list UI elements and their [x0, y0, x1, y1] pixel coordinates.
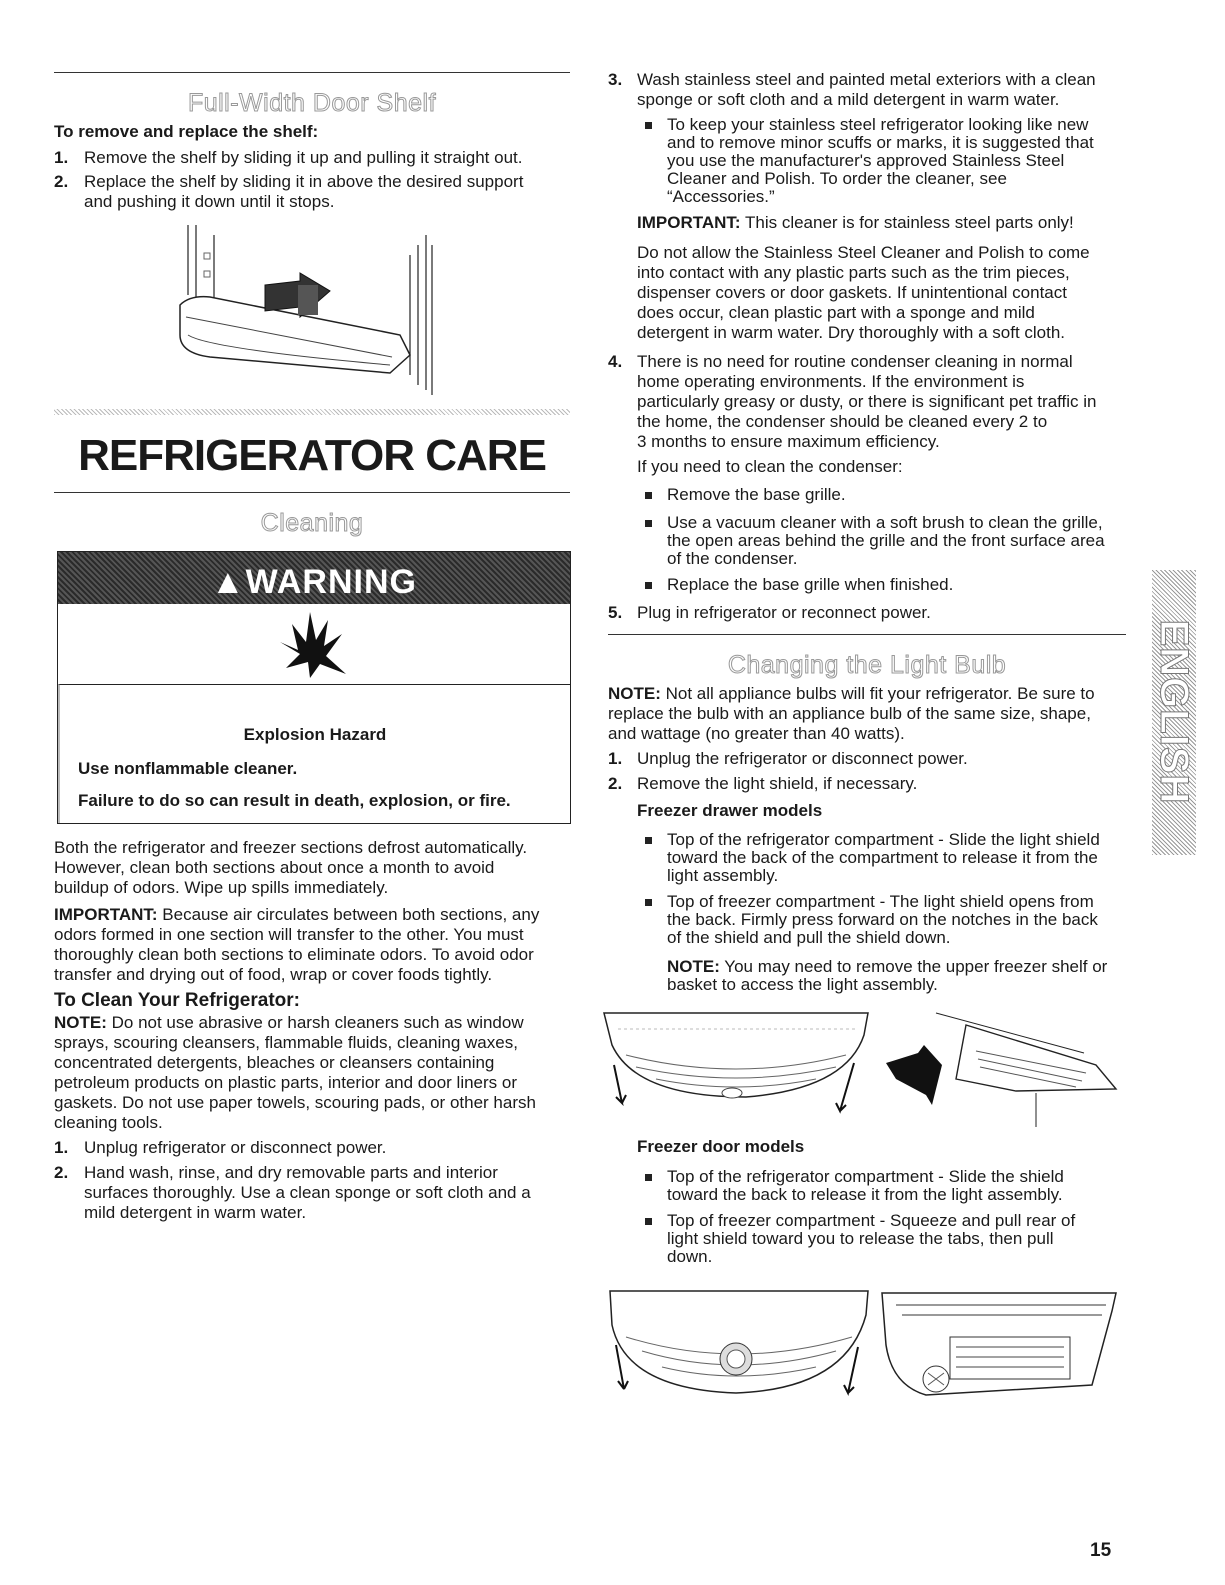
cleaning-step-number: 2. — [54, 1163, 69, 1182]
cleaning-step-text: Unplug refrigerator or disconnect power. — [84, 1138, 387, 1157]
bulb-note: replace the bulb with an appliance bulb of the same size, shape, — [608, 704, 1091, 723]
note-text: Not all appliance bulbs will fit your refrigerator. Be sure to — [660, 684, 1095, 703]
drawer-note: basket to access the light assembly. — [667, 975, 938, 994]
drawer-bullet: of the shield and pull the shield down. — [667, 928, 951, 947]
important-text: This cleaner is for stainless steel parts only! — [740, 213, 1074, 232]
cleaning-step-text: Hand wash, rinse, and dry removable parts and interior — [84, 1163, 498, 1182]
defrost-paragraph: buildup of odors. Wipe up spills immediately. — [54, 878, 389, 897]
drawer-bullet: light assembly. — [667, 866, 779, 885]
stainless-bullet-text: Cleaner and Polish. To order the cleaner, see — [667, 169, 1007, 188]
language-tab-label: ENGLISH — [1152, 619, 1196, 805]
warning-box — [57, 551, 571, 824]
light-shield-door-illustration — [596, 1285, 1126, 1415]
important-paragraph — [54, 905, 539, 925]
stainless-paragraph: detergent in warm water. Dry thoroughly with a soft cloth. — [637, 323, 1066, 342]
note-paragraph — [54, 1013, 524, 1033]
note-label: NOTE: — [608, 684, 661, 703]
condenser-bullet: the open areas behind the grille and the front surface area — [667, 531, 1105, 550]
step-4-text: There is no need for routine condenser cleaning in normal — [637, 352, 1073, 371]
bullet-square — [645, 899, 652, 906]
warning-banner — [58, 552, 570, 604]
condenser-bullet: Remove the base grille. — [667, 485, 846, 504]
step-4-text: 3 months to ensure maximum efficiency. — [637, 432, 940, 451]
bulb-note: and wattage (no greater than 40 watts). — [608, 724, 905, 743]
note-label: NOTE: — [54, 1013, 107, 1032]
warning-line-1: Use nonflammable cleaner. — [78, 759, 298, 778]
step-4-text: home operating environments. If the environment is — [637, 372, 1025, 391]
door-shelf-illustration — [170, 225, 460, 400]
cleaning-rule — [54, 492, 570, 493]
freezer-drawer-heading: Freezer drawer models — [637, 801, 823, 820]
step-5-text: Plug in refrigerator or reconnect power. — [637, 603, 931, 622]
stainless-paragraph: does occur, clean plastic part with a sponge and mild — [637, 303, 1035, 322]
important-paragraph: thoroughly clean both sections to eliminate odors. To avoid odor — [54, 945, 534, 964]
hazard-heading: Explosion Hazard — [243, 725, 387, 744]
stainless-bullet-text: you use the manufacturer's approved Stainless Steel — [667, 151, 1065, 170]
cleaning-step-text: mild detergent in warm water. — [84, 1203, 307, 1222]
step-3-text: Wash stainless steel and painted metal exteriors with a clean — [637, 70, 1096, 89]
refrigerator-care-title: REFRIGERATOR CARE — [78, 431, 546, 480]
stainless-paragraph: Do not allow the Stainless Steel Cleaner and Polish to come — [637, 243, 1090, 262]
note-paragraph: sprays, scouring cleansers, flammable fluids, cleaning waxes, — [54, 1033, 518, 1052]
step-3-number: 3. — [608, 70, 623, 89]
shelf-step-number: 1. — [54, 148, 69, 167]
bulb-step-text: Unplug the refrigerator or disconnect power. — [637, 749, 968, 768]
shelf-step-text: and pushing it down until it stops. — [84, 192, 335, 211]
cleaning-title: Cleaning — [260, 509, 364, 537]
note-text: Do not use abrasive or harsh cleaners such as window — [106, 1013, 524, 1032]
bulb-step-number: 2. — [608, 774, 623, 793]
drawer-bullet: Top of the refrigerator compartment - Slide the light shield — [667, 830, 1100, 849]
step-4-text: particularly greasy or dusty, or there is significant pet traffic in — [637, 392, 1097, 411]
drawer-bullet: Top of freezer compartment - The light shield opens from — [667, 892, 1094, 911]
note-text: You may need to remove the upper freezer shelf or — [719, 957, 1108, 976]
door-bullet: Top of the refrigerator compartment - Slide the shield — [667, 1167, 1064, 1186]
step-4-text: the home, the condenser should be cleaned every 2 to — [637, 412, 1048, 431]
condenser-intro: If you need to clean the condenser: — [637, 457, 903, 476]
light-shield-drawer-illustration — [596, 1005, 1126, 1130]
step-3-text: sponge or soft cloth and a mild detergent in warm water. — [637, 90, 1060, 109]
step-4-number: 4. — [608, 352, 623, 371]
bullet-square — [645, 1218, 652, 1225]
bullet-square — [645, 492, 652, 499]
note-paragraph: petroleum products on plastic parts, interior and door liners or — [54, 1073, 518, 1092]
warning-label: WARNING — [245, 563, 417, 601]
drawer-bullet: toward the back of the compartment to release it from the — [667, 848, 1098, 867]
warning-details — [58, 684, 570, 823]
note-label: NOTE: — [667, 957, 720, 976]
door-bullet: toward the back to release it from the light assembly. — [667, 1185, 1063, 1204]
stainless-bullet-text: To keep your stainless steel refrigerator looking like new — [667, 115, 1089, 134]
bulb-rule — [608, 634, 1126, 635]
stainless-paragraph: dispenser covers or door gaskets. If unintentional contact — [637, 283, 1067, 302]
condenser-bullet: Replace the base grille when finished. — [667, 575, 954, 594]
warning-triangle-icon: ▲ — [211, 563, 246, 601]
bullet-square — [645, 582, 652, 589]
bullet-square — [645, 1174, 652, 1181]
step-5-number: 5. — [608, 603, 623, 622]
note-paragraph: cleaning tools. — [54, 1113, 163, 1132]
important-paragraph: transfer and drying out of food, wrap or cover foods tightly. — [54, 965, 493, 984]
note-paragraph: gaskets. Do not use paper towels, scouring pads, or other harsh — [54, 1093, 536, 1112]
bullet-square — [645, 520, 652, 527]
condenser-bullet: of the condenser. — [667, 549, 798, 568]
door-bullet: down. — [667, 1247, 713, 1266]
shelf-subheading: To remove and replace the shelf: — [54, 122, 319, 141]
bulb-step-number: 1. — [608, 749, 623, 768]
bullet-square — [645, 837, 652, 844]
important-paragraph: odors formed in one section will transfer to the other. You must — [54, 925, 524, 944]
condenser-bullet: Use a vacuum cleaner with a soft brush to clean the grille, — [667, 513, 1103, 532]
shelf-step-text: Replace the shelf by sliding it in above the desired support — [84, 172, 524, 191]
door-bullet: light shield toward you to release the tabs, then pull — [667, 1229, 1054, 1248]
important-text: Because air circulates between both sections, any — [157, 905, 540, 924]
cleaning-step-number: 1. — [54, 1138, 69, 1157]
shelf-section-title: Full-Width Door Shelf — [187, 89, 437, 117]
top-rule-left — [54, 72, 570, 73]
warning-line-2: Failure to do so can result in death, explosion, or fire. — [78, 791, 511, 810]
defrost-paragraph: Both the refrigerator and freezer sections defrost automatically. — [54, 838, 528, 857]
stainless-paragraph: into contact with any plastic parts such as the trim pieces, — [637, 263, 1070, 282]
bulb-step-text: Remove the light shield, if necessary. — [637, 774, 918, 793]
stainless-bullet-text: and to remove minor scuffs or marks, it is suggested that — [667, 133, 1094, 152]
stainless-bullet-text: “Accessories.” — [667, 187, 775, 206]
freezer-door-heading: Freezer door models — [637, 1137, 805, 1156]
drawer-bullet: the back. Firmly press forward on the notches in the back — [667, 910, 1098, 929]
stainless-important — [637, 213, 1074, 233]
cleaning-step-text: surfaces thoroughly. Use a clean sponge or soft cloth and a — [84, 1183, 531, 1202]
warning-title — [58, 562, 570, 603]
page-number: 15 — [1090, 1540, 1112, 1561]
shelf-step-text: Remove the shelf by sliding it up and pulling it straight out. — [84, 148, 523, 167]
shelf-step-number: 2. — [54, 172, 69, 191]
note-paragraph: concentrated detergents, bleaches or cleansers containing — [54, 1053, 495, 1072]
important-label: IMPORTANT: — [637, 213, 741, 232]
door-bullet: Top of freezer compartment - Squeeze and pull rear of — [667, 1211, 1076, 1230]
important-label: IMPORTANT: — [54, 905, 158, 924]
bullet-square — [645, 122, 652, 129]
bulb-note — [608, 684, 1095, 704]
explosion-icon — [280, 612, 346, 680]
section-divider — [54, 409, 570, 415]
clean-refrigerator-subheading: To Clean Your Refrigerator: — [54, 990, 300, 1011]
changing-bulb-title: Changing the Light Bulb — [727, 651, 1007, 679]
defrost-paragraph: However, clean both sections about once a month to avoid — [54, 858, 495, 877]
